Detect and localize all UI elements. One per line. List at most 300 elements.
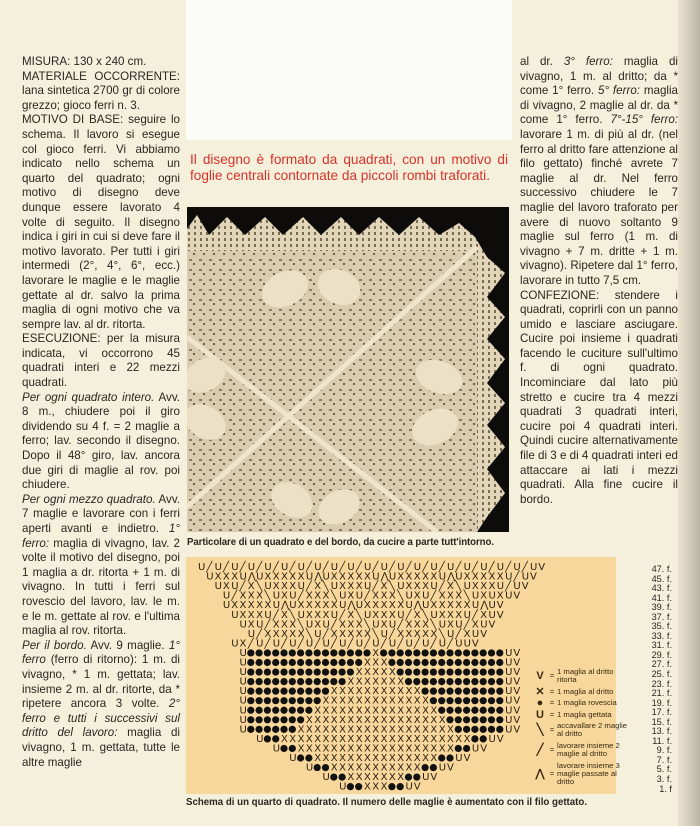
stitch-mark: U [463, 609, 471, 621]
stitch-mark: X [455, 600, 463, 612]
stitch-mark: U [272, 743, 281, 755]
stitch-mark: ╲ [397, 590, 404, 602]
stitch-mark: X [339, 628, 346, 640]
purl-stitch-mark [339, 659, 346, 666]
stitch-mark: U [330, 581, 339, 593]
stitch-mark: X [305, 600, 313, 612]
purl-stitch-mark [463, 716, 470, 723]
purl-stitch-mark [455, 678, 462, 685]
stitch-mark: X [438, 590, 446, 602]
stitch-mark: X [430, 571, 438, 583]
stitch-mark: X [355, 695, 363, 707]
stitch-mark: U [405, 781, 413, 793]
stitch-mark: ╱ [388, 628, 395, 640]
purl-stitch-mark [397, 649, 404, 656]
stitch-mark: X [372, 762, 380, 774]
purl-stitch-mark [289, 716, 296, 723]
stitch-mark: ╱ [405, 562, 412, 573]
row-label: 29. f. [651, 649, 672, 660]
row-label: 25. f. [651, 669, 672, 680]
stitch-mark: U [289, 753, 297, 764]
purl-stitch-mark [405, 774, 412, 781]
stitch-mark: X [239, 590, 247, 602]
stitch-mark: X [305, 590, 313, 602]
legend-text: 1 maglia rovescia [557, 698, 617, 708]
stitch-mark: X [239, 600, 247, 612]
purl-stitch-mark [388, 649, 395, 656]
purl-stitch-mark [455, 697, 462, 704]
purl-stitch-mark [405, 649, 412, 656]
stitch-mark: U [422, 600, 430, 612]
stitch-mark: U [222, 600, 231, 612]
stitch-mark: X [281, 571, 288, 583]
legend-equals: = [549, 769, 555, 779]
legend-text: lavorare insieme 2 maglie al dritto [557, 740, 620, 759]
stitch-mark: X [314, 753, 322, 764]
stitch-mark: X [430, 753, 438, 764]
stitch-mark: X [397, 772, 405, 784]
stitch-mark: X [372, 676, 380, 688]
dot-icon: ● [536, 697, 544, 710]
stitch-mark: X [380, 600, 388, 612]
stitch-mark: X [397, 743, 405, 755]
stitch-mark: X [322, 600, 330, 612]
stitch-mark: ╱ [372, 581, 379, 593]
purl-stitch-mark [446, 668, 453, 675]
stitch-mark: X [380, 733, 388, 745]
stitch-mark: U [364, 581, 372, 593]
stitch-mark: X [247, 609, 255, 621]
stitch-mark: X [364, 695, 371, 707]
stitch-mark: U [422, 638, 430, 650]
stitch-mark: X [380, 590, 388, 602]
stitch-mark: X [297, 571, 305, 583]
purl-stitch-mark [330, 774, 337, 781]
stitch-mark: U [322, 619, 330, 631]
stitch-mark: U [305, 619, 314, 631]
purl-stitch-mark [330, 649, 337, 656]
stitch-mark: ╱ [272, 609, 279, 621]
purl-stitch-mark [264, 707, 271, 714]
stitch-mark: U [505, 647, 513, 659]
legend-text: lavorare insieme 3 maglie passate al dritto [557, 760, 620, 787]
stitch-mark: U [247, 628, 256, 640]
purl-stitch-mark [264, 726, 271, 733]
purl-stitch-mark [471, 726, 478, 733]
purl-stitch-mark [264, 668, 271, 675]
stitch-mark: U [496, 562, 505, 573]
stitch-mark: U [372, 571, 380, 583]
stitch-mark: X [447, 581, 454, 593]
stitch-mark: U [488, 590, 496, 602]
u-icon: U [536, 708, 544, 721]
purl-stitch-mark [463, 697, 470, 704]
stitch-mark: U [239, 657, 247, 669]
stitch-mark: X [430, 724, 438, 736]
purl-stitch-mark [422, 764, 429, 771]
stitch-mark: X [413, 590, 421, 602]
stitch-mark: X [347, 676, 355, 688]
stitch-mark: ╱ [247, 638, 254, 650]
stitch-mark: X [422, 705, 429, 717]
purl-stitch-mark [488, 697, 495, 704]
purl-stitch-mark [488, 726, 495, 733]
stitch-mark: U [422, 590, 430, 602]
purl-stitch-mark [305, 688, 312, 695]
purl-stitch-mark [256, 726, 263, 733]
purl-stitch-mark [438, 754, 445, 761]
purl-stitch-mark [480, 649, 487, 656]
purl-stitch-mark [330, 668, 337, 675]
stitch-mark: X [305, 609, 313, 621]
stitch-mark: X [355, 753, 363, 764]
stitch-mark: X [388, 772, 396, 784]
stitch-mark: U [455, 571, 463, 583]
stitch-mark: X [471, 619, 479, 631]
stitch-mark: X [355, 619, 363, 631]
stitch-mark: X [380, 667, 388, 679]
border-heading: Per il bordo. [22, 638, 87, 652]
stitch-mark: X [413, 733, 421, 745]
stitch-mark: V [513, 667, 521, 679]
highlight-caption: Il disegno è formato da quadrati, con un motivo di foglie centrali contornate da piccoli rombi traforati. [190, 152, 508, 183]
stitch-mark: U [438, 762, 447, 774]
purl-stitch-mark [480, 678, 487, 685]
purl-stitch-mark [297, 668, 304, 675]
stitch-mark: U [488, 600, 496, 612]
backslash-icon: ╲ [536, 724, 544, 737]
stitch-mark: X [347, 772, 355, 784]
stitch-mark: X [422, 695, 429, 707]
stitch-mark: V [513, 705, 521, 717]
stitch-mark: X [339, 733, 346, 745]
purl-stitch-mark [422, 678, 429, 685]
stitch-mark: X [447, 619, 454, 631]
purl-stitch-mark [247, 649, 254, 656]
stitch-mark: U [239, 667, 247, 679]
stitch-mark: X [430, 733, 438, 745]
row-label: 15. f. [651, 716, 672, 727]
stitch-mark: X [289, 581, 297, 593]
stitch-mark: X [372, 772, 380, 784]
purl-stitch-mark [422, 659, 429, 666]
stitch-mark: X [380, 619, 388, 631]
stitch-mark: X [430, 705, 438, 717]
cont-text-d: lavorare 1 m. di più al dr. (nel ferro al dritto fare attenzione al filo gettato) finché avrete 7 maglie al dr. Nel ferro successivo chiudere le 7 maglie del lavoro traforato per avere di nuovo soltanto 9 maglie sul ferro (1 m. di vivagno + 7 m. dritte + 1 m. vivagno). Ripetere dal 1° ferro, lavorare in tutto 7,5 cm. [520, 127, 678, 287]
stitch-mark: X [297, 628, 305, 640]
stitch-mark: ╲ [330, 590, 337, 602]
row-label: 39. f. [651, 602, 672, 613]
purl-stitch-mark [413, 649, 420, 656]
purl-stitch-mark [471, 707, 478, 714]
stitch-mark: U [206, 571, 214, 583]
stitch-mark: ╱ [314, 638, 321, 650]
purl-stitch-mark [397, 783, 404, 790]
stitch-mark: ╲ [455, 581, 462, 593]
stitch-mark: X [339, 743, 346, 755]
stitch-mark: U [505, 695, 513, 707]
stitch-mark: U [505, 571, 513, 583]
fifth-row-label: 5° ferro: [598, 84, 640, 98]
stitch-mark: ╱ [438, 581, 445, 593]
purl-stitch-mark [438, 649, 445, 656]
stitch-mark: ╱ [364, 638, 371, 650]
stitch-mark: X [364, 667, 371, 679]
purl-stitch-mark [455, 716, 462, 723]
purl-stitch-mark [438, 697, 445, 704]
stitch-mark: U [430, 562, 438, 573]
stitch-mark: ╱ [256, 628, 263, 640]
stitch-mark: X [355, 571, 363, 583]
stitch-mark: X [339, 571, 346, 583]
stitch-mark: U [405, 638, 413, 650]
purl-stitch-mark [289, 649, 296, 656]
purl-stitch-mark [314, 688, 321, 695]
stitch-mark: X [364, 600, 371, 612]
purl-stitch-mark [480, 659, 487, 666]
stitch-mark: V [513, 724, 521, 736]
stitch-mark: X [438, 733, 446, 745]
stitch-mark: X [397, 733, 405, 745]
stitch-mark: V [513, 714, 521, 726]
stitch-mark: X [339, 619, 346, 631]
purl-stitch-mark [446, 707, 453, 714]
purl-stitch-mark [496, 688, 503, 695]
stitch-mark: U [364, 562, 372, 573]
stitch-mark: U [289, 600, 297, 612]
size-paragraph: MISURA: 130 x 240 cm. [22, 55, 147, 68]
stitch-mark: X [372, 733, 380, 745]
stitch-mark: X [272, 628, 280, 640]
stitch-mark: U [438, 571, 447, 583]
stitch-mark: U [322, 571, 330, 583]
stitch-mark: U [397, 581, 405, 593]
purl-stitch-mark [455, 659, 462, 666]
stitch-mark: X [330, 628, 338, 640]
stitch-mark: X [364, 571, 371, 583]
stitch-mark: U [447, 562, 455, 573]
stitch-mark: U [239, 705, 247, 717]
stitch-mark: ╱ [264, 638, 271, 650]
stitch-mark: U [264, 581, 272, 593]
stitch-mark: X [355, 733, 363, 745]
purl-stitch-mark [272, 707, 279, 714]
row-label: 5. f. [656, 764, 672, 775]
stitch-mark: X [380, 676, 388, 688]
execution-paragraph: ESECUZIONE: per la misura indicata, vi occorrono 45 quadrati interi e 22 mezzi quadrati. [22, 332, 180, 390]
stitch-mark: V [513, 686, 521, 698]
stitch-mark: X [455, 590, 463, 602]
stitch-mark: X [388, 590, 396, 602]
purl-stitch-mark [322, 764, 329, 771]
chart-caption: Schema di un quarto di quadrato. Il numero delle maglie è aumentato con il filo gettato. [186, 797, 588, 808]
stitch-mark: X [380, 781, 388, 793]
purl-stitch-mark [446, 649, 453, 656]
stitch-mark: V [513, 676, 521, 688]
stitch-mark: X [372, 781, 380, 793]
purl-stitch-mark [488, 707, 495, 714]
stitch-mark: U [505, 724, 513, 736]
legend-item [533, 668, 633, 685]
purl-stitch-mark [488, 688, 495, 695]
stitch-mark: X [413, 619, 421, 631]
stitch-mark: X [413, 571, 421, 583]
purl-stitch-mark [272, 716, 279, 723]
stitch-mark: X [339, 714, 346, 726]
purl-stitch-mark [347, 668, 354, 675]
stitch-mark: X [355, 667, 363, 679]
purl-stitch-mark [289, 707, 296, 714]
stitch-mark: X [322, 609, 330, 621]
legend-equals: = [549, 698, 555, 708]
stitch-mark: X [339, 753, 346, 764]
stitch-mark: X [380, 772, 388, 784]
stitch-mark: X [397, 628, 405, 640]
stitch-mark: ╲ [355, 609, 362, 621]
stitch-mark: X [364, 781, 371, 793]
stitch-mark: X [281, 581, 288, 593]
stitch-mark: X [488, 581, 496, 593]
purl-stitch-mark [256, 659, 263, 666]
purl-stitch-mark [247, 678, 254, 685]
stitch-mark: X [471, 581, 479, 593]
purl-stitch-mark [305, 668, 312, 675]
stitch-mark: X [397, 695, 405, 707]
stitch-mark: X [347, 705, 355, 717]
stitch-mark: X [480, 609, 488, 621]
stitch-mark: U [231, 562, 239, 573]
stitch-mark: X [405, 628, 413, 640]
purl-stitch-mark [247, 688, 254, 695]
stitch-mark: U [289, 590, 297, 602]
stitch-mark: X [397, 705, 405, 717]
stitch-mark: ╲ [305, 628, 312, 640]
stitch-mark: X [397, 753, 405, 764]
stitch-mark: ⋀ [380, 571, 389, 583]
stitch-mark: X [330, 733, 338, 745]
stitch-mark: X [380, 695, 388, 707]
stitch-mark: X [339, 762, 346, 774]
stitch-mark: U [347, 562, 355, 573]
stitch-mark: ╲ [430, 619, 437, 631]
legend-text: 1 maglia al dritto ritorta [557, 667, 614, 685]
stitch-mark: U [505, 686, 513, 698]
stitch-mark: X [438, 743, 446, 755]
stitch-mark: V [513, 590, 521, 602]
row-label: 23. f. [651, 678, 672, 689]
stitch-mark: ╱ [297, 638, 304, 650]
stitch-mark: X [247, 590, 255, 602]
stitch-mark: U [480, 619, 488, 631]
stitch-mark: U [214, 581, 222, 593]
stitch-mark: X [496, 590, 504, 602]
stitch-mark: X [322, 724, 330, 736]
stitch-mark: X [405, 753, 413, 764]
purl-stitch-mark [256, 688, 263, 695]
stitch-mark: V [496, 609, 504, 621]
purl-stitch-mark [280, 688, 287, 695]
stitch-mark: V [513, 657, 521, 669]
stitch-mark: U [256, 619, 264, 631]
purl-stitch-mark [463, 659, 470, 666]
stitch-mark: X [380, 762, 388, 774]
stitch-mark: X [405, 581, 413, 593]
stitch-mark: X [422, 619, 429, 631]
stitch-mark: X [480, 581, 488, 593]
stitch-mark: X [413, 743, 421, 755]
stitch-mark: U [231, 609, 239, 621]
stitch-mark: X [347, 743, 355, 755]
purl-stitch-mark [388, 783, 395, 790]
stitch-mark: X [447, 590, 454, 602]
purl-stitch-mark [380, 649, 387, 656]
legend-item [533, 685, 633, 698]
stitch-mark: ╱ [463, 619, 470, 631]
purl-stitch-mark [480, 697, 487, 704]
stitch-mark: X [405, 619, 413, 631]
purl-stitch-mark [247, 668, 254, 675]
stitch-mark: X [388, 762, 396, 774]
purl-stitch-mark [247, 707, 254, 714]
stitch-mark: X [364, 676, 371, 688]
stitch-mark: X [422, 743, 429, 755]
purl-stitch-mark [488, 716, 495, 723]
stitch-mark: X [339, 686, 346, 698]
half-square-text-b: maglia di vivagno, lav. 2 volte il motivo del disegno, poi 1 maglia a dr. ritorta + 1 m. di vivagno. In tutti i ferri sul rovescio del lavoro, lav. le m. e le m. gettate al rov. e l'ultima maglia al rov. ritorta. [22, 536, 180, 638]
stitch-mark: ╱ [364, 590, 371, 602]
purl-stitch-mark [305, 697, 312, 704]
stitch-mark: X [347, 628, 355, 640]
purl-stitch-mark [496, 678, 503, 685]
stitch-mark: V [488, 619, 496, 631]
stitch-mark: X [222, 581, 230, 593]
stitch-mark: U [380, 628, 388, 640]
purl-stitch-mark [314, 649, 321, 656]
legend-item [533, 708, 633, 721]
purl-stitch-mark [280, 707, 287, 714]
border-text-c: maglia di vivagno, 1 m. gettata, tutte le altre maglie [22, 726, 180, 769]
stitch-mark: ╱ [521, 562, 528, 573]
purl-stitch-mark [471, 659, 478, 666]
stitch-mark: X [422, 628, 429, 640]
stitch-mark: U [272, 638, 281, 650]
stitch-mark: ╱ [222, 562, 229, 573]
stitch-mark: ╱ [372, 562, 379, 573]
stitch-mark: X [380, 657, 388, 669]
purl-stitch-mark [480, 726, 487, 733]
stitch-mark: X [322, 743, 330, 755]
purl-stitch-mark [256, 697, 263, 704]
stitch-mark: U [314, 628, 322, 640]
stitch-mark: X [247, 619, 255, 631]
purl-stitch-mark [355, 649, 362, 656]
stitch-mark: X [347, 590, 355, 602]
stitch-mark: X [430, 714, 438, 726]
stitch-mark: ╱ [405, 609, 412, 621]
stitch-mark: X [347, 686, 355, 698]
stitch-mark: U [505, 667, 513, 679]
stitch-mark: X [314, 609, 322, 621]
purl-stitch-mark [463, 688, 470, 695]
legend-text: accavallare 2 maglie al dritto [557, 721, 628, 739]
purl-stitch-mark [256, 716, 263, 723]
stitch-mark: U [413, 562, 422, 573]
legend-item [533, 722, 633, 739]
stitch-mark: ╱ [272, 562, 279, 573]
stitch-mark: X [347, 762, 355, 774]
stitch-mark: X [405, 571, 413, 583]
stitch-mark: X [413, 762, 421, 774]
